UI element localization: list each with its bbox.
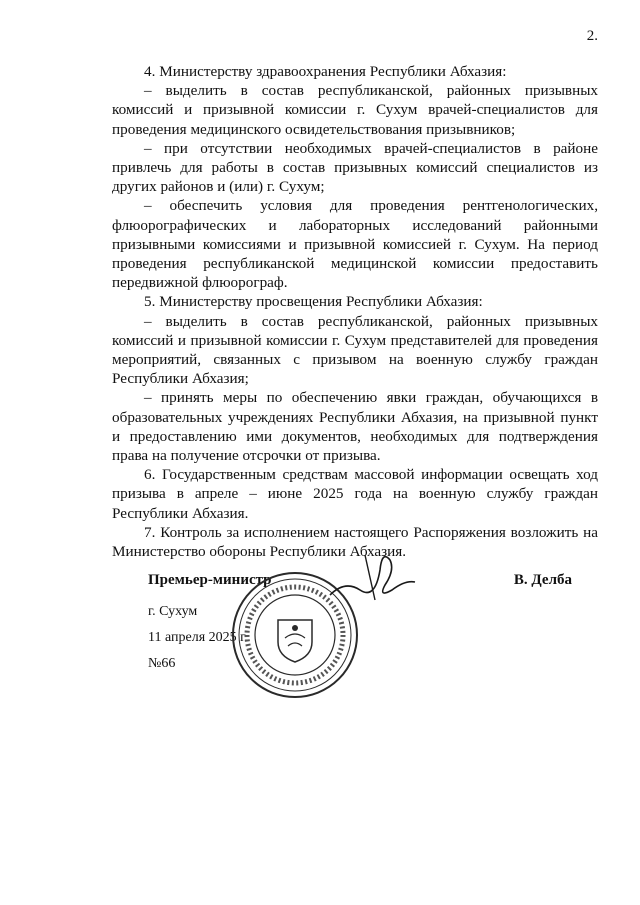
issue-place: г. Сухум [148, 604, 198, 619]
paragraph-4-item-1: – выделить в состав республиканской, районных призывных комиссий и призывной комиссии г. Сухум врачей-специалистов для проведения медицинского освидетельствования призывников; [112, 82, 598, 138]
signer-title: Премьер-министр [148, 572, 272, 588]
page-number: 2. [586, 28, 598, 44]
paragraph-4-heading: 4. Министерству здравоохранения Республики Абхазия: [144, 63, 507, 80]
document-body [112, 62, 598, 561]
handwritten-signature-icon [320, 540, 420, 610]
paragraph-5-item-1: – выделить в состав республиканской, районных призывных комиссий и призывной комиссии г. Сухум представителей для проведения мероприятий, связанных с призывом на военную службу граждан Республики Абхазия; [112, 312, 598, 388]
paragraph-7: 7. Контроль за исполнением настоящего Распоряжения возложить на Министерство обороны Республики Абхазия. [112, 523, 598, 561]
document-number: №66 [148, 656, 176, 671]
signer-name: В. Делба [513, 572, 572, 588]
paragraph-6: 6. Государственным средствам массовой информации освещать ход призыва в апреле – июне 2025 года на военную службу граждан Республики Абхазия. [112, 466, 598, 522]
paragraph-4-item-2: – при отсутствии необходимых врачей-специалистов в районе привлечь для работы в состав призывных комиссий специалистов из других районов и (или) г. Сухум; [112, 139, 598, 196]
issue-date: 11 апреля 2025 г. [148, 630, 248, 645]
paragraph-4-item-3: – обеспечить условия для проведения рентгенологических, флюорографических и лабораторных исследований районными призывными комиссиями и призывной комиссией г. Сухум. На период проведения республиканской медицинской комиссии предоставить передвижной флюорограф. [112, 197, 598, 292]
paragraph-5-heading: 5. Министерству просвещения Республики Абхазия: [144, 293, 483, 311]
paragraph-5-item-2: – принять меры по обеспечению явки граждан, обучающихся в образовательных учреждениях Республики Абхазия, на призывной пункт и предоставлению ими документов, необходимых для подтверждения права на получение отсрочки от призыва. [112, 389, 598, 465]
